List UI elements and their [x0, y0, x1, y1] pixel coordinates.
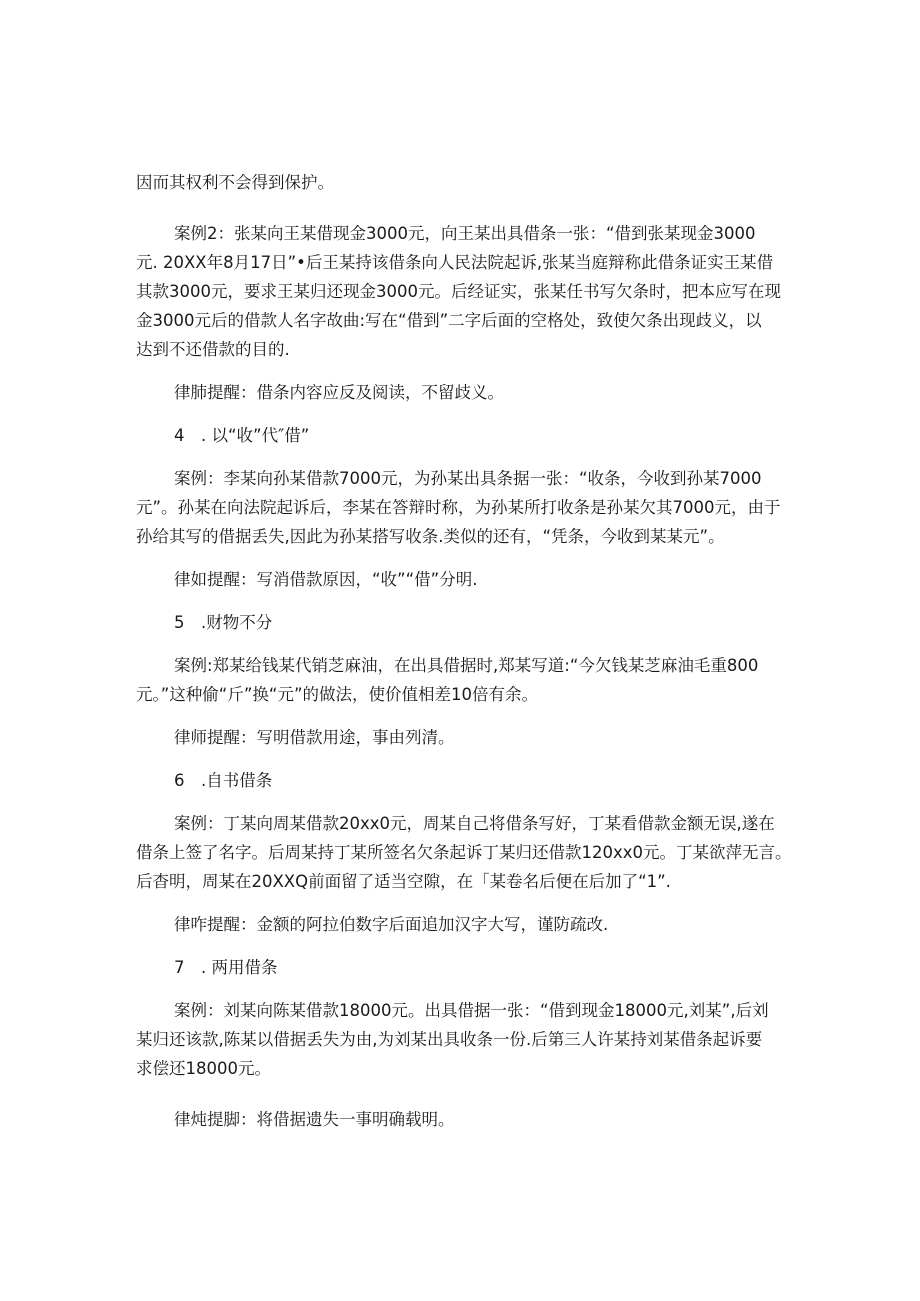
text-line: 律咋提醒：金额的阿拉伯数字后面追加汉字大写，谨防疏改. [174, 915, 609, 934]
text-line: 某归还该款,陈某以借据丢失为由,为刘某出具收条一份.后第三人许某持刘某借条起诉要 [136, 1030, 763, 1049]
text-line: 案例：刘某向陈某借款18000元。出具借据一张：“借到现金18000元,刘某”,后刘 [174, 1001, 769, 1020]
section-heading: 4 . 以“收”代″借” [174, 426, 310, 445]
text-line: 其款3000元，要求王某归还现金3000元。后经证实，张某任书写欠条时，把本应写在现 [136, 282, 781, 301]
text-line: 律肺提醒：借条内容应反及阅读，不留歧义。 [174, 383, 504, 402]
text-line: 案例：丁某向周某借款20xx0元，周某自己将借条写好，丁某看借款金额无误,遂在 [174, 814, 775, 833]
text-line: 元。”这种偷“斤”换“元”的做法，使价值相差10倍有余。 [136, 685, 538, 704]
text-line: 金3000元后的借款人名字故曲:写在“借到”二字后面的空格处，致使欠条出现歧义，以 [136, 311, 762, 330]
text-line: 求偿还18000元。 [136, 1059, 271, 1078]
text-line: 案例2：张某向王某借现金3000元，向王某出具借条一张：“借到张某现金3000 [174, 224, 756, 243]
text-line: 律师提醒：写明借款用途，事由列清。 [174, 728, 455, 747]
text-line: 元. 20XX年8月17日”•后王某持该借条向人民法院起诉,张某当庭辩称此借条证实王某借 [136, 253, 774, 272]
text-line: 律炖提脚：将借据遗失一事明确载明。 [174, 1110, 455, 1129]
text-line: 孙给其写的借据丢失,因此为孙某搭写收条.类似的还有，“凭条，今收到某某元”。 [136, 527, 725, 546]
text-line: 达到不还借款的目的. [136, 340, 290, 359]
text-line: 律如提醒：写消借款原因，“收”“借”分明. [174, 570, 478, 589]
document-body [136, 168, 790, 1134]
text-line: 因而其权利不会得到保护。 [136, 173, 334, 192]
text-line: 案例：李某向孙某借款7000元，为孙某出具条据一张：“收条，今收到孙某7000 [174, 469, 762, 488]
text-line: 借条上签了名字。后周某持丁某所签名欠条起诉丁某归还借款120xx0元。丁某欲萍无言。 [136, 843, 792, 862]
text-line: 案例:郑某给钱某代销芝麻油，在出具借据时,郑某写道:“今欠钱某芝麻油毛重800 [174, 656, 759, 675]
section-heading: 5 .财物不分 [174, 613, 273, 632]
text-line: 后杳明，周某在20XXQ前面留了适当空隙，在「某卷名后便在后加了“1”. [136, 872, 671, 891]
text-line: 元”。孙某在向法院起诉后，李某在答辩时称，为孙某所打收条是孙某欠其7000元，由于 [136, 498, 781, 517]
section-heading: 7 . 两用借条 [174, 958, 278, 977]
section-heading: 6 .自书借条 [174, 771, 273, 790]
